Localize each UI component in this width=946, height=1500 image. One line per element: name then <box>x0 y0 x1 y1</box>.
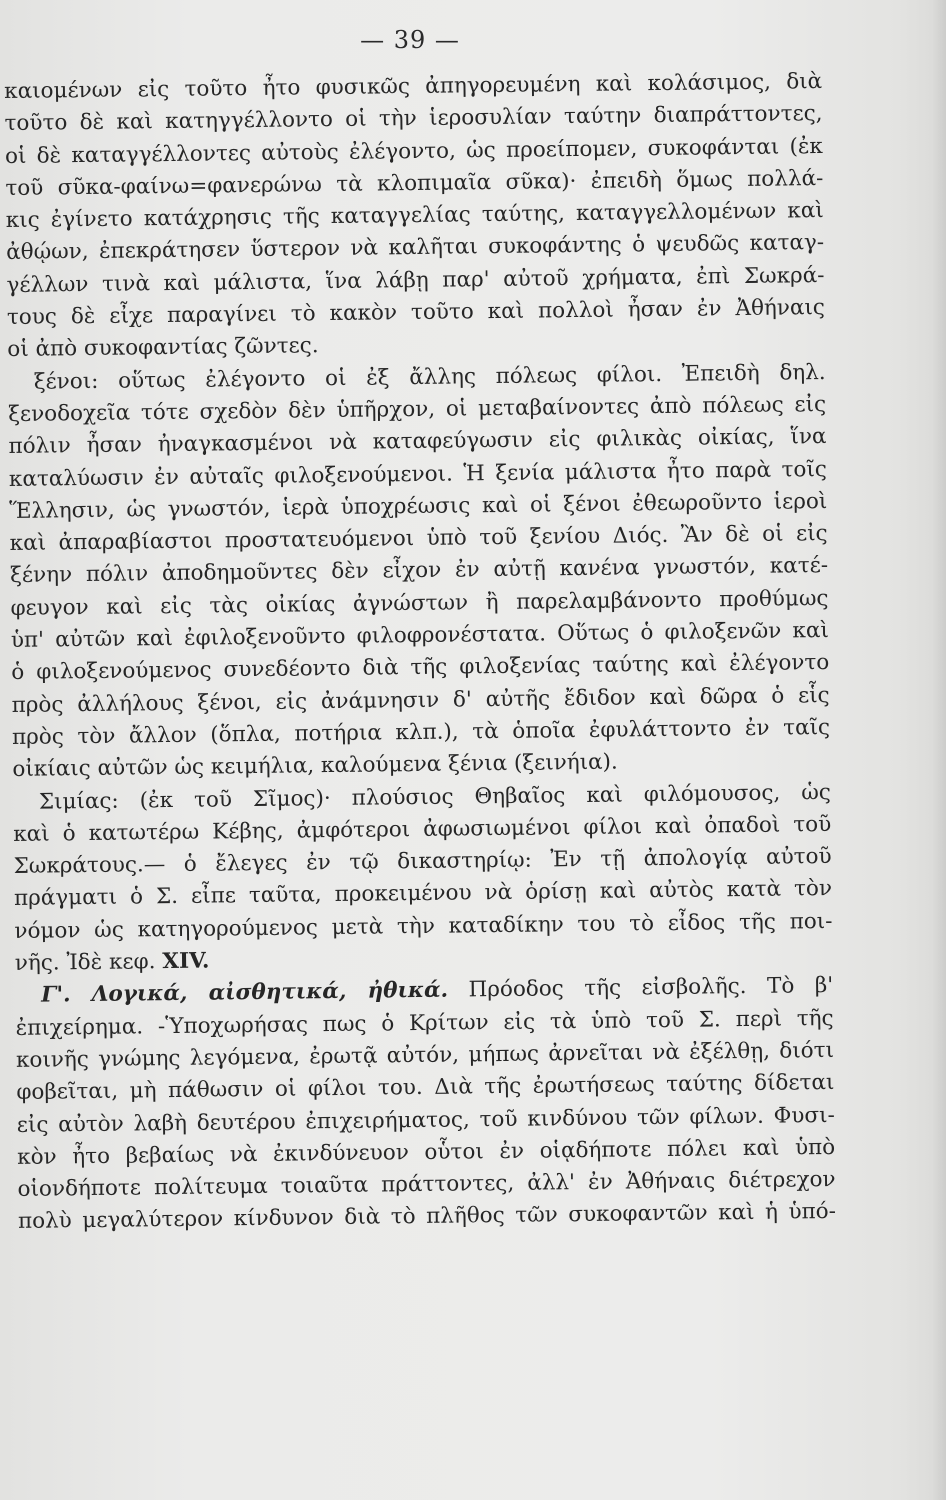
text-line: τοῦτο δὲ καὶ κατηγγέλλοντο οἱ τὴν ἱεροσυλίαν ταύτην διαπράττοντες, <box>4 101 823 137</box>
text-line: καιομένων εἰς τοῦτο ἦτο φυσικῶς ἀπηγορευμένη καὶ κολάσιμος, διὰ <box>4 69 823 104</box>
text-line: νόμον ὡς κατηγορούμενος μετὰ τὴν καταδίκην του τὸ εἶδος τῆς ποι- <box>14 908 833 944</box>
text-line: οἱονδήποτε πολίτευμα τοιαῦτα πράττοντες, ἀλλ' ἐν Ἀθήναις διέτρεχον <box>17 1167 836 1203</box>
text-line: φοβεῖται, μὴ πάθωσιν οἱ φίλοι του. Διὰ τῆς ἐρωτήσεως ταύτης δίδεται <box>16 1070 835 1106</box>
text-line: εἰς αὐτὸν λαβὴ δευτέρου ἐπιχειρήματος, τοῦ κινδύνου τῶν φίλων. Φυσι- <box>16 1102 835 1138</box>
text-line: οἱ ἀπὸ συκοφαντίας ζῶντες. <box>7 333 319 363</box>
text-line: τους δὲ εἶχε παραγίνει τὸ κακὸν τοῦτο καὶ πολλοὶ ἦσαν ἐν Ἀθήναις <box>6 295 826 331</box>
text-line: Σωκράτους.— ὁ ἔλεγες ἐν τῷ δικαστηρίῳ: Ἐν τῇ ἀπολογίᾳ αὐτοῦ <box>13 844 832 880</box>
text-line: ξένοι: οὕτως ἐλέγοντο οἱ ἐξ ἄλλης πόλεως φίλοι. Ἐπειδὴ δηλ. <box>33 359 826 395</box>
text-line: καταλύωσιν ἐν αὐταῖς φιλοξενούμενοι. Ἡ ξενία μάλιστα ἦτο παρὰ τοῖς <box>8 456 828 492</box>
chapter-reference: XIV. <box>162 948 210 975</box>
text-line: πράγματι ὁ Σ. εἶπε ταῦτα, προκειμένου νὰ ὁρίσῃ καὶ αὐτὸς κατὰ τὸν <box>13 876 833 912</box>
text-line: ἐπιχείρημα. -Ὑποχωρήσας πως ὁ Κρίτων εἰς τὰ ὑπὸ τοῦ Σ. περὶ τῆς <box>15 1005 834 1041</box>
text-line: Πρόοδος τῆς εἰσβολῆς. Τὸ β' <box>468 973 834 1003</box>
text-line: ξενοδοχεῖα τότε σχεδὸν δὲν ὑπῆρχον, οἱ μεταβαίνοντες ἀπὸ πόλεως εἰς <box>7 391 827 427</box>
text-line: ὑπ' αὐτῶν καὶ ἐφιλοξενοῦντο φιλοφρονέστατα. Οὕτως ὁ φιλοξενῶν καὶ <box>10 618 829 654</box>
body-text <box>4 66 836 1239</box>
text-line: ἀθῴων, ἐπεκράτησεν ὕστερον νὰ καλῆται συκοφάντης ὁ ψευδῶς καταγ- <box>6 230 825 266</box>
text-line: πόλιν ἦσαν ἠναγκασμένοι νὰ καταφεύγωσιν εἰς φιλικὰς οἰκίας, ἵνα <box>8 424 827 460</box>
text-line: κοινῆς γνώμης λεγόμενα, ἐρωτᾷ αὐτόν, μήπως ἀρνεῖται νὰ ἐξέλθῃ, διότι <box>15 1037 835 1073</box>
text-line: τοῦ σῦκα-φαίνω=φανερώνω τὰ κλοπιμαῖα σῦκα)· ἐπειδὴ ὅμως πολλά- <box>5 165 824 201</box>
text-line: γέλλων τινὰ καὶ μάλιστα, ἵνα λάβῃ παρ' αὐτοῦ χρήματα, ἐπὶ Σωκρά- <box>6 262 825 298</box>
section-heading: Γ'. Λογικά, αἰσθητικά, ἠθικά. <box>41 977 449 1008</box>
text-line: πρὸς ἀλλήλους ξένοι, εἰς ἀνάμνησιν δ' αὐτῆς ἔδιδον καὶ δῶρα ὁ εἷς <box>11 682 830 718</box>
text-line: νῆς. Ἰδὲ κεφ. XIV. <box>14 948 210 976</box>
text-line: καὶ ὁ κατωτέρω Κέβης, ἀμφότεροι ἀφωσιωμένοι φίλοι καὶ ὀπαδοὶ τοῦ <box>13 811 832 847</box>
text-line: κὸν ἦτο βεβαίως νὰ ἐκινδύνευον οὗτοι ἐν οἱᾳδήποτε πόλει καὶ ὑπὸ <box>17 1134 836 1170</box>
text-line: οἰκίαις αὐτῶν ὡς κειμήλια, καλούμενα ξένια (ξεινήια). <box>12 749 618 783</box>
text-line: κις ἐγίνετο κατάχρησις τῆς καταγγελίας ταύτης, καταγγελλομένων καὶ <box>5 198 824 234</box>
text-line: ὁ φιλοξενούμενος συνεδέοντο διὰ τῆς φιλοξενίας ταύτης καὶ ἐλέγοντο <box>11 650 830 686</box>
text-line: φευγον καὶ εἰς τὰς οἰκίας ἀγνώστων ἢ παρελαμβάνοντο προθύμως <box>10 585 829 621</box>
text-line: οἱ δὲ καταγγέλλοντες αὐτοὺς ἐλέγοντο, ὡς προείπομεν, συκοφάνται (ἐκ <box>4 133 824 169</box>
text-line: πολὺ μεγαλύτερον κίνδυνον διὰ τὸ πλῆθος τῶν συκοφαντῶν καὶ ἡ ὑπό- <box>17 1199 837 1235</box>
text-line: καὶ ἀπαραβίαστοι προστατευόμενοι ὑπὸ τοῦ ξενίου Διός. Ἂν δὲ οἱ εἰς <box>9 521 828 557</box>
page-fold-shadow <box>932 0 946 1500</box>
text-line: Σιμίας: (ἐκ τοῦ Σῖμος)· πλούσιος Θηβαῖος καὶ φιλόμουσος, ὡς <box>38 779 831 815</box>
page-number: — 39 — <box>360 26 460 54</box>
text-line: πρὸς τὸν ἄλλον (ὅπλα, ποτήρια κλπ.), τὰ ὁποῖα ἐφυλάττοντο ἐν ταῖς <box>11 714 831 750</box>
text-line: Ἕλλησιν, ὡς γνωστόν, ἱερὰ ὑποχρέωσις καὶ οἱ ξένοι ἐθεωροῦντο ἱεροὶ <box>9 488 828 524</box>
text-line: ξένην πόλιν ἀποδημοῦντες δὲν εἶχον ἐν αὐτῇ κανένα γνωστόν, κατέ- <box>9 553 829 589</box>
